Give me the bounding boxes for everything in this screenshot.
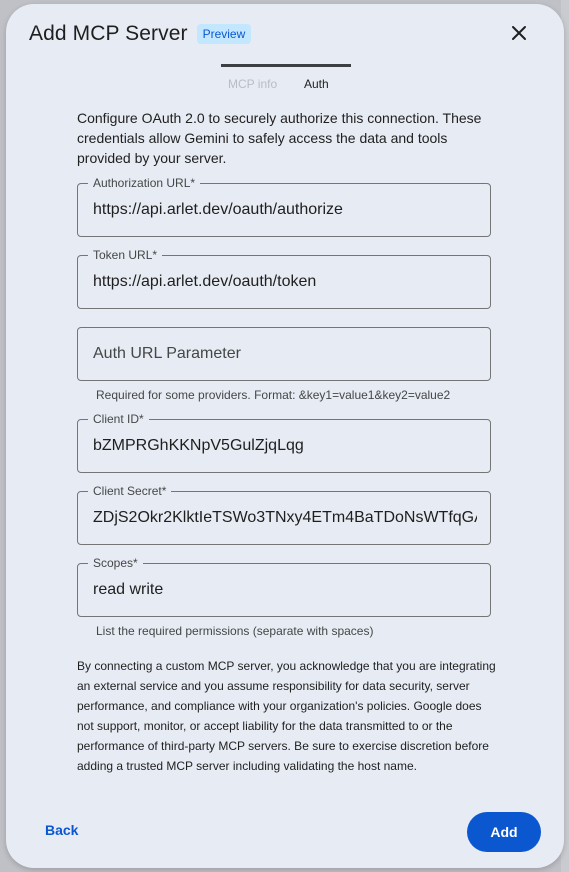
close-button[interactable]: [504, 18, 534, 48]
auth-url-parameter-input[interactable]: [93, 328, 477, 380]
tab-auth[interactable]: Auth: [304, 77, 329, 91]
auth-url-parameter-field[interactable]: [77, 327, 491, 381]
dialog-title: Add MCP Server: [29, 22, 188, 45]
tab-mcp-info[interactable]: MCP info: [228, 77, 278, 91]
dialog-header: [29, 18, 251, 50]
authorization-url-field[interactable]: [77, 176, 491, 237]
authorization-url-input[interactable]: [93, 184, 477, 236]
client-secret-input[interactable]: [93, 492, 477, 544]
auth-url-parameter-helper: Required for some providers. Format: &key1=value1&key2=value2: [96, 388, 451, 402]
preview-badge: Preview: [197, 24, 252, 44]
add-button[interactable]: Add: [467, 812, 541, 852]
token-url-field[interactable]: [77, 248, 491, 309]
disclaimer-text: By connecting a custom MCP server, you acknowledge that you are integrating an external service and you assume responsibility for data security, server performance, and compliance with your organization's policies. Google does not support, monitor, or accept liability for the data transmitted to or the performance of third-party MCP servers. Be sure to exercise discretion before adding a trusted MCP server including validating the host name.: [77, 659, 496, 773]
client-id-label: Client ID*: [88, 412, 149, 426]
scopes-helper: List the required permissions (separate with spaces): [96, 624, 374, 638]
tab-indicator: [221, 64, 351, 67]
client-secret-field[interactable]: [77, 484, 491, 545]
client-id-input[interactable]: [93, 420, 477, 472]
client-secret-label: Client Secret*: [88, 484, 171, 498]
tab-bar: [221, 64, 351, 94]
scopes-field[interactable]: [77, 556, 491, 617]
token-url-label: Token URL*: [88, 248, 162, 262]
client-id-field[interactable]: [77, 412, 491, 473]
scopes-label: Scopes*: [88, 556, 143, 570]
token-url-input[interactable]: [93, 256, 477, 308]
intro-text: Configure OAuth 2.0 to securely authorize this connection. These credentials allow Gemini to safely access the data and tools provided by your server.: [77, 110, 482, 166]
authorization-url-label: Authorization URL*: [88, 176, 200, 190]
back-button[interactable]: Back: [45, 822, 79, 838]
close-icon: [511, 25, 527, 41]
add-mcp-server-dialog: [6, 4, 564, 868]
scopes-input[interactable]: [93, 564, 477, 616]
